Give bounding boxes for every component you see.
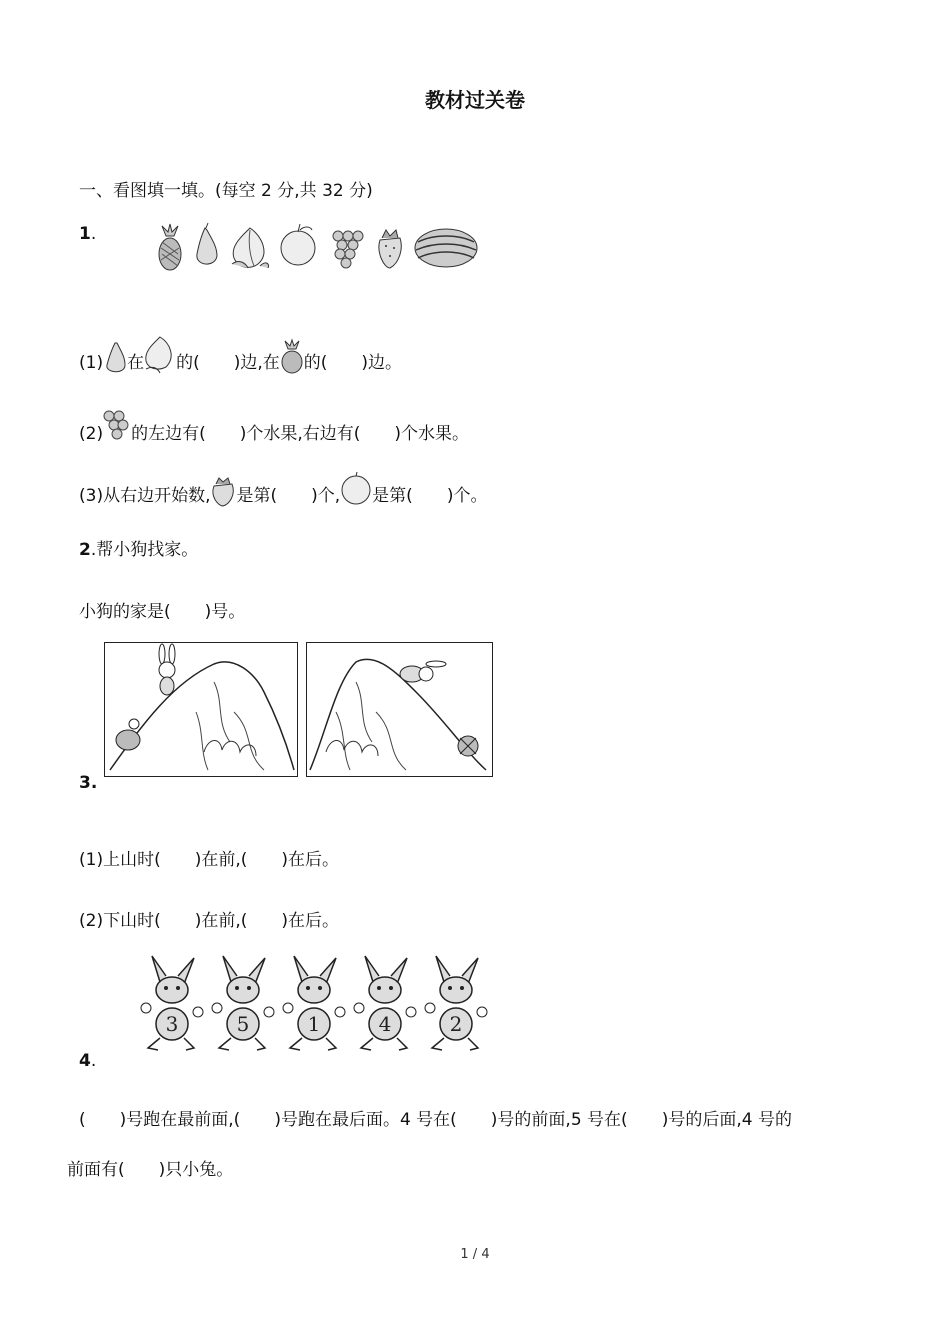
q1-1-t3: )边,在 (233, 353, 280, 373)
q4-1-t5: )号的后面,4 号的 (661, 1110, 792, 1130)
q1-2-t2: )个水果,右边有( (239, 424, 361, 444)
q2-sub-t1: 小狗的家是( (79, 602, 171, 622)
section-heading: 一、看图填一填。(每空 2 分,共 32 分) (79, 181, 373, 201)
q1-2-t3: )个水果。 (394, 424, 470, 444)
rabbit-number: 2 (449, 1012, 463, 1036)
q1-2-label: (2) (79, 424, 104, 444)
peach-icon (144, 335, 176, 373)
q4-line-2 (67, 1155, 233, 1180)
peach-icon (232, 228, 269, 268)
q4-1-t1: ( (79, 1110, 86, 1130)
rabbit-number: 1 (307, 1012, 321, 1036)
q2-num: 2 (79, 540, 91, 560)
q3-2-t3: )在后。 (281, 911, 340, 931)
uphill-panel (105, 643, 298, 777)
grapes-icon (103, 410, 131, 444)
q1-sub-1 (79, 335, 402, 373)
question-2 (79, 535, 198, 560)
q4-2-t2: )只小兔。 (158, 1160, 234, 1180)
rabbit-runner (283, 956, 345, 1050)
rabbit-number: 5 (236, 1012, 250, 1036)
turtle-icon (458, 736, 478, 756)
q3-2-t2: )在前,( (194, 911, 248, 931)
q3-1-t2: )在前,( (194, 850, 248, 870)
q1-sub-3 (79, 472, 487, 506)
strawberry-icon (210, 476, 236, 506)
pineapple-icon (280, 341, 304, 373)
q3-sub-2 (79, 906, 339, 931)
q1-dot: . (90, 224, 97, 244)
q3-sub-1 (79, 845, 339, 870)
page-number: 1 / 4 (460, 1247, 490, 1262)
q4-2-t1: 前面有( (67, 1160, 125, 1180)
q1-1-t2: 的( (176, 353, 200, 373)
q1-3-t2: )个, (311, 486, 341, 506)
rabbit-runner (354, 956, 416, 1050)
rabbit-runners (138, 952, 498, 1052)
q4-num (79, 1051, 96, 1071)
q4-dot: . (90, 1051, 97, 1071)
q1-1-t4: 的( (303, 353, 328, 373)
q1-1-t1: 在 (127, 353, 145, 373)
q3-num: 3. (79, 773, 98, 793)
rabbit-number: 3 (165, 1012, 179, 1036)
q1-3-t4: )个。 (446, 486, 488, 506)
q4-1-t3: )号跑在最后面。4 号在( (274, 1110, 457, 1130)
q4-num-text: 4 (79, 1051, 91, 1071)
page-title: 教材过关卷 (425, 88, 525, 112)
grapes-icon (333, 231, 363, 268)
q4-1-t4: )号的前面,5 号在( (490, 1110, 628, 1130)
downhill-panel (307, 643, 493, 777)
q2-sub-t2: )号。 (204, 602, 246, 622)
pineapple-icon (159, 224, 181, 270)
strawberry-icon (379, 230, 401, 268)
q1-3-t1: 是第( (236, 486, 278, 506)
q2-text: .帮小狗找家。 (90, 540, 199, 560)
rabbit-runner (425, 956, 487, 1050)
pear-icon (103, 339, 127, 373)
fruit-row (150, 222, 490, 272)
q1-num: 1 (79, 224, 91, 244)
rabbit-runner (141, 956, 203, 1050)
rabbit-row (138, 952, 498, 1057)
q4-1-t2: )号跑在最前面,( (119, 1110, 241, 1130)
q1-2-t1: 的左边有( (131, 424, 206, 444)
apple-icon (281, 224, 315, 265)
rabbit-runner (212, 956, 274, 1050)
q2-sub (79, 597, 245, 622)
q3-1-t3: )在后。 (281, 850, 340, 870)
watermelon-icon (415, 229, 477, 267)
rabbit-number: 4 (378, 1012, 392, 1036)
q3-2-t1: (2)下山时( (79, 911, 161, 931)
q1-3-label: (3)从右边开始数, (79, 486, 211, 506)
q4-line-1 (79, 1105, 792, 1130)
q1-1-t5: )边。 (361, 353, 403, 373)
q1-sub-2 (79, 410, 469, 444)
pear-icon (197, 223, 217, 264)
apple-icon (340, 472, 372, 506)
question-1-number (79, 224, 96, 244)
q3-1-t1: (1)上山时( (79, 850, 161, 870)
q1-1-label: (1) (79, 353, 104, 373)
mountain-illustration (104, 642, 494, 778)
q1-3-t3: 是第( (372, 486, 413, 506)
